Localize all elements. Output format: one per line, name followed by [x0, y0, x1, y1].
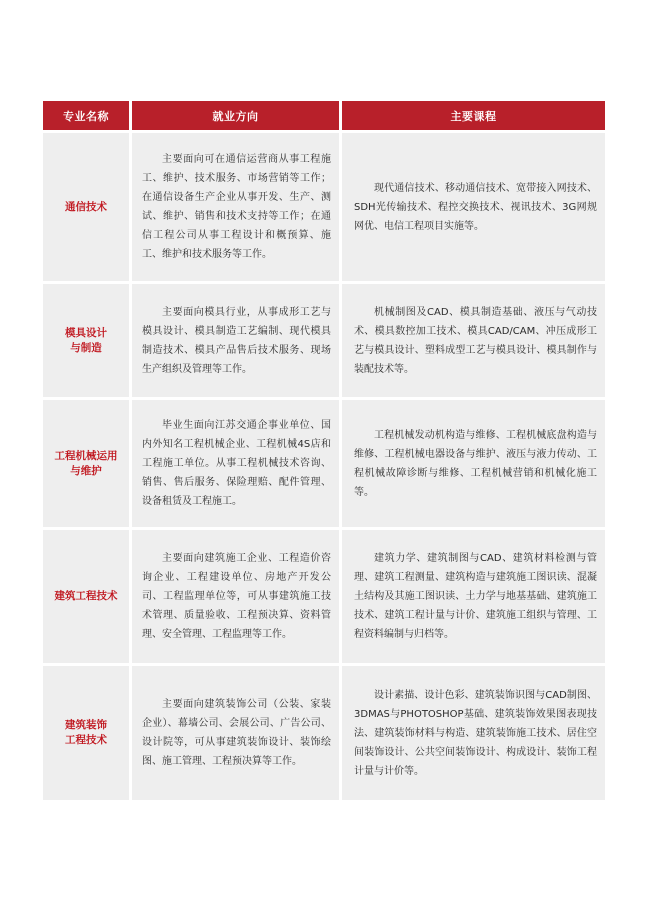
courses-cell [342, 666, 605, 800]
courses-cell [342, 530, 605, 663]
courses-text: 现代通信技术、移动通信技术、宽带接入网技术、SDH光传输技术、程控交换技术、视讯技术、3G网规网优、电信工程项目实施等。 [354, 182, 597, 232]
header-employment-direction: 就业方向 [132, 101, 339, 130]
courses-cell [342, 133, 605, 281]
major-name-text: 工程机械运用与维护 [54, 449, 118, 477]
programs-table [43, 101, 605, 800]
major-name [43, 666, 129, 800]
employment-text: 主要面向建筑装饰公司（公装、家装企业）、幕墙公司、会展公司、广告公司、设计院等，可从事建筑装饰设计、装饰绘图、施工管理、工程预决算等工作。 [142, 699, 331, 767]
employment-cell [132, 284, 339, 397]
courses-cell [342, 400, 605, 527]
employment-text: 主要面向建筑施工企业、工程造价咨询企业、工程建设单位、房地产开发公司、工程监理单位等，可从事建筑施工技术管理、质量验收、工程预决算、资料管理、安全管理、工程监理等工作。 [142, 553, 331, 640]
courses-cell [342, 284, 605, 397]
major-name [43, 284, 129, 397]
employment-text: 主要面向模具行业，从事成形工艺与模具设计、模具制造工艺编制、现代模具制造技术、模具产品售后技术服务、现场生产组织及管理等工作。 [142, 306, 331, 375]
employment-cell [132, 666, 339, 800]
courses-text: 工程机械发动机构造与维修、工程机械底盘构造与维修、工程机械电器设备与维护、液压与液力传动、工程机械故障诊断与维修、工程机械营销和机械化施工等。 [354, 429, 597, 498]
employment-cell [132, 400, 339, 527]
employment-cell [132, 530, 339, 663]
major-name [43, 530, 129, 663]
header-major-name: 专业名称 [43, 101, 129, 130]
major-name-text: 建筑装饰工程技术 [65, 719, 107, 746]
major-name-text: 模具设计与制造 [65, 326, 107, 354]
employment-text: 毕业生面向江苏交通企事业单位、国内外知名工程机械企业、工程机械4S店和工程施工单位。从事工程机械技术咨询、销售、售后服务、保险理赔、配件管理、设备租赁及工程施工。 [142, 420, 331, 507]
major-name-text: 建筑工程技术 [54, 590, 118, 602]
courses-text: 机械制图及CAD、模具制造基础、液压与气动技术、模具数控加工技术、模具CAD/CAM、冲压成形工艺与模具设计、塑料成型工艺与模具设计、模具制作与装配技术等。 [354, 306, 597, 375]
courses-text: 设计素描、设计色彩、建筑装饰识图与CAD制图、3DMAS与PHOTOSHOP基础、建筑装饰效果图表现技法、建筑装饰材料与构造、建筑装饰施工技术、居住空间装饰设计、公共空间装饰设计、构成设计、装饰工程计量与计价等。 [354, 689, 597, 777]
employment-cell [132, 133, 339, 281]
major-name [43, 400, 129, 527]
major-name-text: 通信技术 [65, 200, 107, 213]
employment-text: 主要面向可在通信运营商从事工程施工、维护、技术服务、市场营销等工作；在通信设备生产企业从事开发、生产、测试、维护、销售和技术支持等工作；在通信工程公司从事工程设计和概预算、施工、维护和技术服务等工作。 [142, 154, 331, 260]
courses-text: 建筑力学、建筑制图与CAD、建筑材料检测与管理、建筑工程测量、建筑构造与建筑施工图识读、混凝土结构及其施工图识读、土力学与地基基础、建筑施工技术、建筑工程计量与计价、建筑施工组织与管理、工程资料编制与归档等。 [354, 553, 597, 640]
header-main-courses: 主要课程 [342, 101, 605, 130]
major-name [43, 133, 129, 281]
